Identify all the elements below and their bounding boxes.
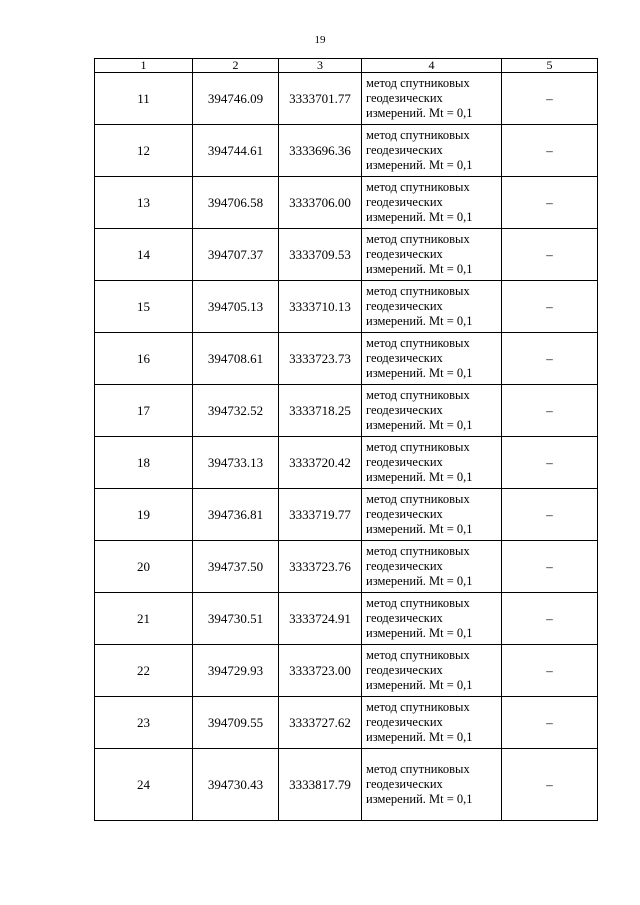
point-number-cell: 17: [95, 385, 193, 437]
point-number-cell: 20: [95, 541, 193, 593]
x-coordinate-cell: 394737.50: [193, 541, 279, 593]
page-number: 19: [314, 34, 326, 46]
y-coordinate-cell: 3333723.76: [279, 541, 362, 593]
method-line: метод спутниковых: [366, 700, 470, 714]
table-row: [95, 281, 598, 333]
method-cell: [362, 593, 502, 645]
table-row: [95, 645, 598, 697]
x-coordinate-cell: 394730.43: [193, 749, 279, 821]
method-line: измерений. Mt = 0,1: [366, 730, 473, 744]
point-number-cell: 18: [95, 437, 193, 489]
header-col-4: 4: [362, 59, 502, 73]
method-line: измерений. Mt = 0,1: [366, 626, 473, 640]
method-line: метод спутниковых: [366, 180, 470, 194]
header-col-3: 3: [279, 59, 362, 73]
method-line: измерений. Mt = 0,1: [366, 792, 473, 806]
method-line: геодезических: [366, 91, 443, 105]
method-cell: [362, 333, 502, 385]
note-cell: –: [502, 437, 598, 489]
x-coordinate-cell: 394746.09: [193, 73, 279, 125]
method-cell: [362, 541, 502, 593]
table-row: [95, 177, 598, 229]
method-line: геодезических: [366, 507, 443, 521]
method-line: метод спутниковых: [366, 544, 470, 558]
x-coordinate-cell: 394708.61: [193, 333, 279, 385]
point-number-cell: 24: [95, 749, 193, 821]
note-cell: –: [502, 541, 598, 593]
x-coordinate-cell: 394706.58: [193, 177, 279, 229]
y-coordinate-cell: 3333718.25: [279, 385, 362, 437]
method-cell: [362, 229, 502, 281]
method-line: геодезических: [366, 143, 443, 157]
table-row: [95, 749, 598, 821]
y-coordinate-cell: 3333709.53: [279, 229, 362, 281]
y-coordinate-cell: 3333720.42: [279, 437, 362, 489]
point-number-cell: 16: [95, 333, 193, 385]
note-cell: –: [502, 645, 598, 697]
method-line: метод спутниковых: [366, 336, 470, 350]
y-coordinate-cell: 3333701.77: [279, 73, 362, 125]
method-line: метод спутниковых: [366, 440, 470, 454]
method-cell: [362, 385, 502, 437]
method-line: измерений. Mt = 0,1: [366, 106, 473, 120]
note-cell: –: [502, 697, 598, 749]
point-number-cell: 22: [95, 645, 193, 697]
method-cell: [362, 177, 502, 229]
y-coordinate-cell: 3333706.00: [279, 177, 362, 229]
x-coordinate-cell: 394744.61: [193, 125, 279, 177]
method-cell: [362, 489, 502, 541]
x-coordinate-cell: 394705.13: [193, 281, 279, 333]
method-line: геодезических: [366, 299, 443, 313]
x-coordinate-cell: 394733.13: [193, 437, 279, 489]
point-number-cell: 15: [95, 281, 193, 333]
note-cell: –: [502, 73, 598, 125]
header-col-2: 2: [193, 59, 279, 73]
method-cell: [362, 697, 502, 749]
note-cell: –: [502, 333, 598, 385]
point-number-cell: 11: [95, 73, 193, 125]
method-line: геодезических: [366, 611, 443, 625]
header-col-1: 1: [95, 59, 193, 73]
method-line: измерений. Mt = 0,1: [366, 574, 473, 588]
table-row: [95, 125, 598, 177]
method-line: измерений. Mt = 0,1: [366, 158, 473, 172]
table-row: [95, 333, 598, 385]
note-cell: –: [502, 125, 598, 177]
method-line: измерений. Mt = 0,1: [366, 262, 473, 276]
note-cell: –: [502, 593, 598, 645]
method-line: измерений. Mt = 0,1: [366, 470, 473, 484]
method-line: геодезических: [366, 403, 443, 417]
table-row: [95, 437, 598, 489]
table-row: [95, 697, 598, 749]
method-line: измерений. Mt = 0,1: [366, 314, 473, 328]
method-cell: [362, 749, 502, 821]
method-line: метод спутниковых: [366, 388, 470, 402]
method-line: измерений. Mt = 0,1: [366, 522, 473, 536]
method-cell: [362, 645, 502, 697]
y-coordinate-cell: 3333723.00: [279, 645, 362, 697]
y-coordinate-cell: 3333727.62: [279, 697, 362, 749]
method-line: метод спутниковых: [366, 128, 470, 142]
x-coordinate-cell: 394730.51: [193, 593, 279, 645]
x-coordinate-cell: 394729.93: [193, 645, 279, 697]
method-line: измерений. Mt = 0,1: [366, 418, 473, 432]
note-cell: –: [502, 281, 598, 333]
point-number-cell: 21: [95, 593, 193, 645]
x-coordinate-cell: 394736.81: [193, 489, 279, 541]
point-number-cell: 23: [95, 697, 193, 749]
method-line: метод спутниковых: [366, 492, 470, 506]
note-cell: –: [502, 177, 598, 229]
table-row: [95, 489, 598, 541]
method-line: метод спутниковых: [366, 76, 470, 90]
x-coordinate-cell: 394709.55: [193, 697, 279, 749]
method-line: метод спутниковых: [366, 648, 470, 662]
method-line: геодезических: [366, 715, 443, 729]
note-cell: –: [502, 229, 598, 281]
y-coordinate-cell: 3333710.13: [279, 281, 362, 333]
y-coordinate-cell: 3333817.79: [279, 749, 362, 821]
header-row: [95, 59, 598, 73]
point-number-cell: 13: [95, 177, 193, 229]
method-line: измерений. Mt = 0,1: [366, 366, 473, 380]
method-line: метод спутниковых: [366, 596, 470, 610]
method-line: измерений. Mt = 0,1: [366, 678, 473, 692]
point-number-cell: 14: [95, 229, 193, 281]
method-line: геодезических: [366, 559, 443, 573]
method-line: геодезических: [366, 663, 443, 677]
method-line: геодезических: [366, 777, 443, 791]
method-line: метод спутниковых: [366, 284, 470, 298]
y-coordinate-cell: 3333724.91: [279, 593, 362, 645]
method-line: геодезических: [366, 195, 443, 209]
x-coordinate-cell: 394732.52: [193, 385, 279, 437]
coordinates-table: [94, 58, 598, 821]
table-row: [95, 385, 598, 437]
table-body: [95, 73, 598, 821]
table-row: [95, 229, 598, 281]
table-row: [95, 73, 598, 125]
note-cell: –: [502, 489, 598, 541]
y-coordinate-cell: 3333719.77: [279, 489, 362, 541]
method-line: метод спутниковых: [366, 232, 470, 246]
x-coordinate-cell: 394707.37: [193, 229, 279, 281]
method-line: геодезических: [366, 247, 443, 261]
point-number-cell: 19: [95, 489, 193, 541]
method-line: измерений. Mt = 0,1: [366, 210, 473, 224]
y-coordinate-cell: 3333696.36: [279, 125, 362, 177]
method-cell: [362, 281, 502, 333]
note-cell: –: [502, 385, 598, 437]
method-line: геодезических: [366, 455, 443, 469]
method-line: метод спутниковых: [366, 762, 470, 776]
method-line: геодезических: [366, 351, 443, 365]
y-coordinate-cell: 3333723.73: [279, 333, 362, 385]
method-cell: [362, 125, 502, 177]
method-cell: [362, 73, 502, 125]
note-cell: –: [502, 749, 598, 821]
table-row: [95, 541, 598, 593]
method-cell: [362, 437, 502, 489]
table-row: [95, 593, 598, 645]
header-col-5: 5: [502, 59, 598, 73]
point-number-cell: 12: [95, 125, 193, 177]
